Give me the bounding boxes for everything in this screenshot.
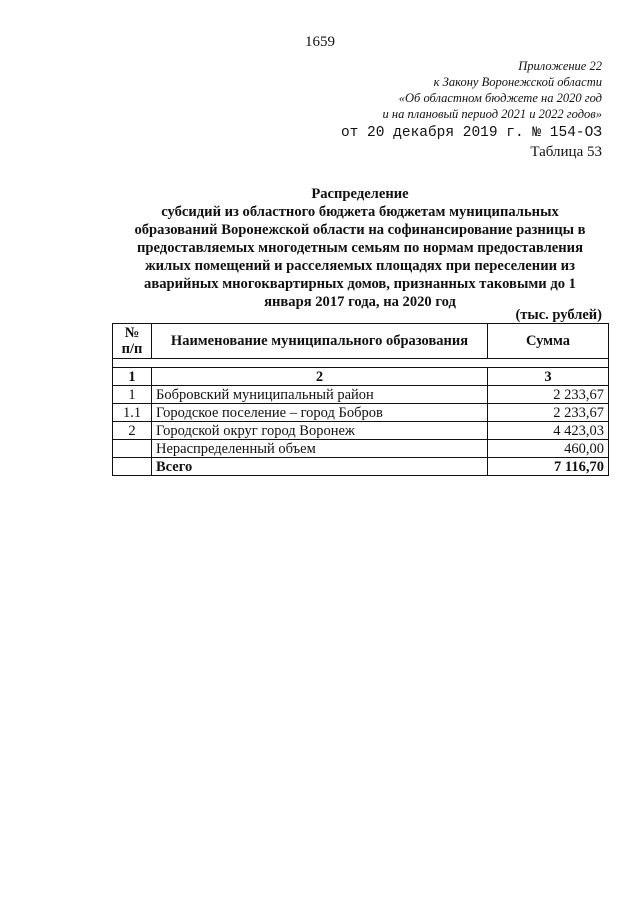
table-row bbox=[113, 422, 609, 440]
column-number-row bbox=[113, 368, 609, 386]
total-label: Всего bbox=[152, 458, 488, 476]
column-number: 1 bbox=[113, 368, 152, 386]
row-number bbox=[113, 440, 152, 458]
row-name: Городской округ город Воронеж bbox=[152, 422, 488, 440]
total-number bbox=[113, 458, 152, 476]
title-line-4: жилых помещений и расселяемых площадях при переселении из bbox=[145, 258, 575, 274]
document-title bbox=[100, 185, 620, 311]
title-line-1: субсидий из областного бюджета бюджетам муниципальных bbox=[161, 204, 559, 220]
row-name: Нераспределенный объем bbox=[152, 440, 488, 458]
row-sum: 2 233,67 bbox=[488, 386, 609, 404]
total-row bbox=[113, 458, 609, 476]
table-header-row bbox=[113, 324, 609, 359]
table-row bbox=[113, 404, 609, 422]
title-line-2: образований Воронежской области на софинансирование разницы в bbox=[134, 222, 586, 238]
row-number: 1 bbox=[113, 386, 152, 404]
appendix-block bbox=[341, 58, 602, 161]
table-row bbox=[113, 440, 609, 458]
page-number: 1659 bbox=[305, 34, 335, 50]
appendix-line-3: «Об областном бюджете на 2020 год bbox=[398, 91, 602, 105]
title-heading: Распределение bbox=[311, 186, 409, 202]
units-label: (тыс. рублей) bbox=[515, 307, 602, 323]
appendix-line-1: Приложение 22 bbox=[518, 59, 602, 73]
header-sum: Сумма bbox=[488, 324, 609, 359]
appendix-line-4: и на плановый период 2021 и 2022 годов» bbox=[382, 107, 602, 121]
column-number: 3 bbox=[488, 368, 609, 386]
table-number: Таблица 53 bbox=[530, 144, 602, 160]
table-spacer bbox=[113, 359, 609, 368]
title-line-5: аварийных многоквартирных домов, признанных таковыми до 1 bbox=[144, 276, 576, 292]
subsidy-table bbox=[112, 323, 609, 476]
law-date-number: от 20 декабря 2019 г. № 154-ОЗ bbox=[340, 125, 602, 141]
row-sum: 2 233,67 bbox=[488, 404, 609, 422]
row-sum: 4 423,03 bbox=[488, 422, 609, 440]
header-number: № п/п bbox=[113, 324, 152, 359]
title-line-6: января 2017 года, на 2020 год bbox=[264, 294, 456, 310]
column-number: 2 bbox=[152, 368, 488, 386]
row-name: Городское поселение – город Бобров bbox=[152, 404, 488, 422]
total-sum: 7 116,70 bbox=[488, 458, 609, 476]
row-number: 2 bbox=[113, 422, 152, 440]
header-name: Наименование муниципального образования bbox=[152, 324, 488, 359]
appendix-line-2: к Закону Воронежской области bbox=[433, 75, 602, 89]
row-number: 1.1 bbox=[113, 404, 152, 422]
row-name: Бобровский муниципальный район bbox=[152, 386, 488, 404]
title-line-3: предоставляемых многодетным семьям по нормам предоставления bbox=[137, 240, 583, 256]
table-row bbox=[113, 386, 609, 404]
row-sum: 460,00 bbox=[488, 440, 609, 458]
